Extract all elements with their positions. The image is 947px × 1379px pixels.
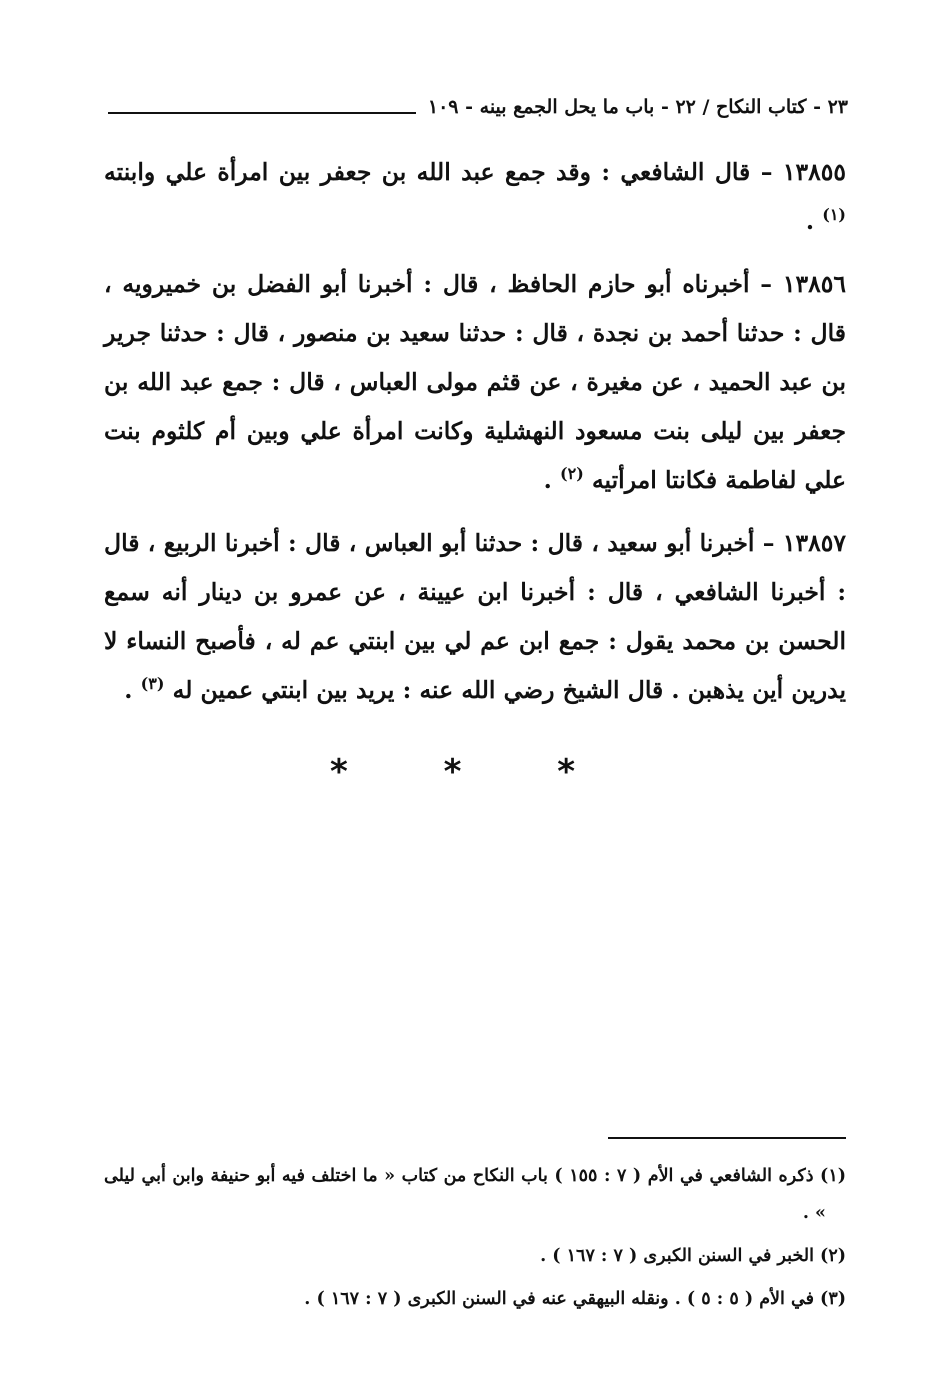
entry-dash: – xyxy=(750,158,773,186)
hadith-entry-13855 xyxy=(104,148,846,246)
main-text xyxy=(104,148,846,729)
entry-number: ١٣٨٥٥ xyxy=(782,158,847,186)
footnotes xyxy=(104,1158,846,1324)
entry-number: ١٣٨٥٦ xyxy=(782,270,846,298)
section-separator: * * * xyxy=(329,752,617,792)
running-header xyxy=(108,88,848,122)
entry-tail: . xyxy=(543,466,552,494)
header-rule xyxy=(108,112,416,114)
footnote-3: (٣) في الأم ( ٥ : ٥ ) . ونقله البيهقي عنه في السنن الكبرى ( ٧ : ١٦٧ ) . xyxy=(304,1289,846,1309)
hadith-entry-13856 xyxy=(104,260,846,505)
entry-dash: – xyxy=(754,529,775,557)
entry-tail: . xyxy=(805,207,815,235)
running-header-title: ٢٣ - كتاب النكاح / ٢٢ - باب ما يحل الجمع بينه - ١٠٩ xyxy=(427,96,848,118)
entry-tail: . xyxy=(124,676,133,704)
footnote-rule xyxy=(608,1137,846,1139)
entry-text: قال الشافعي : وقد جمع عبد الله بن جعفر بين امرأة علي وابنته xyxy=(104,158,751,186)
entry-text: أخبرنا أبو سعيد ، قال : حدثنا أبو العباس ، قال : أخبرنا الربيع ، قال : أخبرنا الشافعي ، قال : أخبرنا ابن عيينة ، عن عمرو بن دينار أنه سمع الحسن بن محمد يقول : جمع ابن عم لي بين ابنتي عم له ، فأصبح النساء لا يدرين أين يذهبن . قال الشيخ رضي الله عنه : يريد بين ابنتي عمين له xyxy=(104,529,846,704)
footnote-2: (٢) الخبر في السنن الكبرى ( ٧ : ١٦٧ ) . xyxy=(540,1246,846,1266)
footnote-1: (١) ذكره الشافعي في الأم ( ٧ : ١٥٥ ) باب النكاح من كتاب « ما اختلف فيه أبو حنيفة وابن أبي ليلى » . xyxy=(104,1166,846,1223)
entry-text: أخبرناه أبو حازم الحافظ ، قال : أخبرنا أبو الفضل بن خميرويه ، قال : حدثنا أحمد بن نجدة ، قال : حدثنا سعيد بن منصور ، قال : حدثنا جرير بن عبد الحميد ، عن مغيرة ، عن قثم مولى العباس ، قال : جمع عبد الله بن جعفر بين ليلى بنت مسعود النهشلية وكانت امرأة علي وبين أم كلثوم بنت علي لفاطمة فكانتا امرأتيه xyxy=(104,270,846,494)
hadith-entry-13857 xyxy=(104,519,846,715)
footnote-ref: (٢) xyxy=(560,464,584,484)
footnote-ref: (٣) xyxy=(140,674,165,694)
entry-dash: – xyxy=(749,270,773,298)
entry-number: ١٣٨٥٧ xyxy=(782,529,846,557)
footnote-ref: (١) xyxy=(822,205,846,225)
